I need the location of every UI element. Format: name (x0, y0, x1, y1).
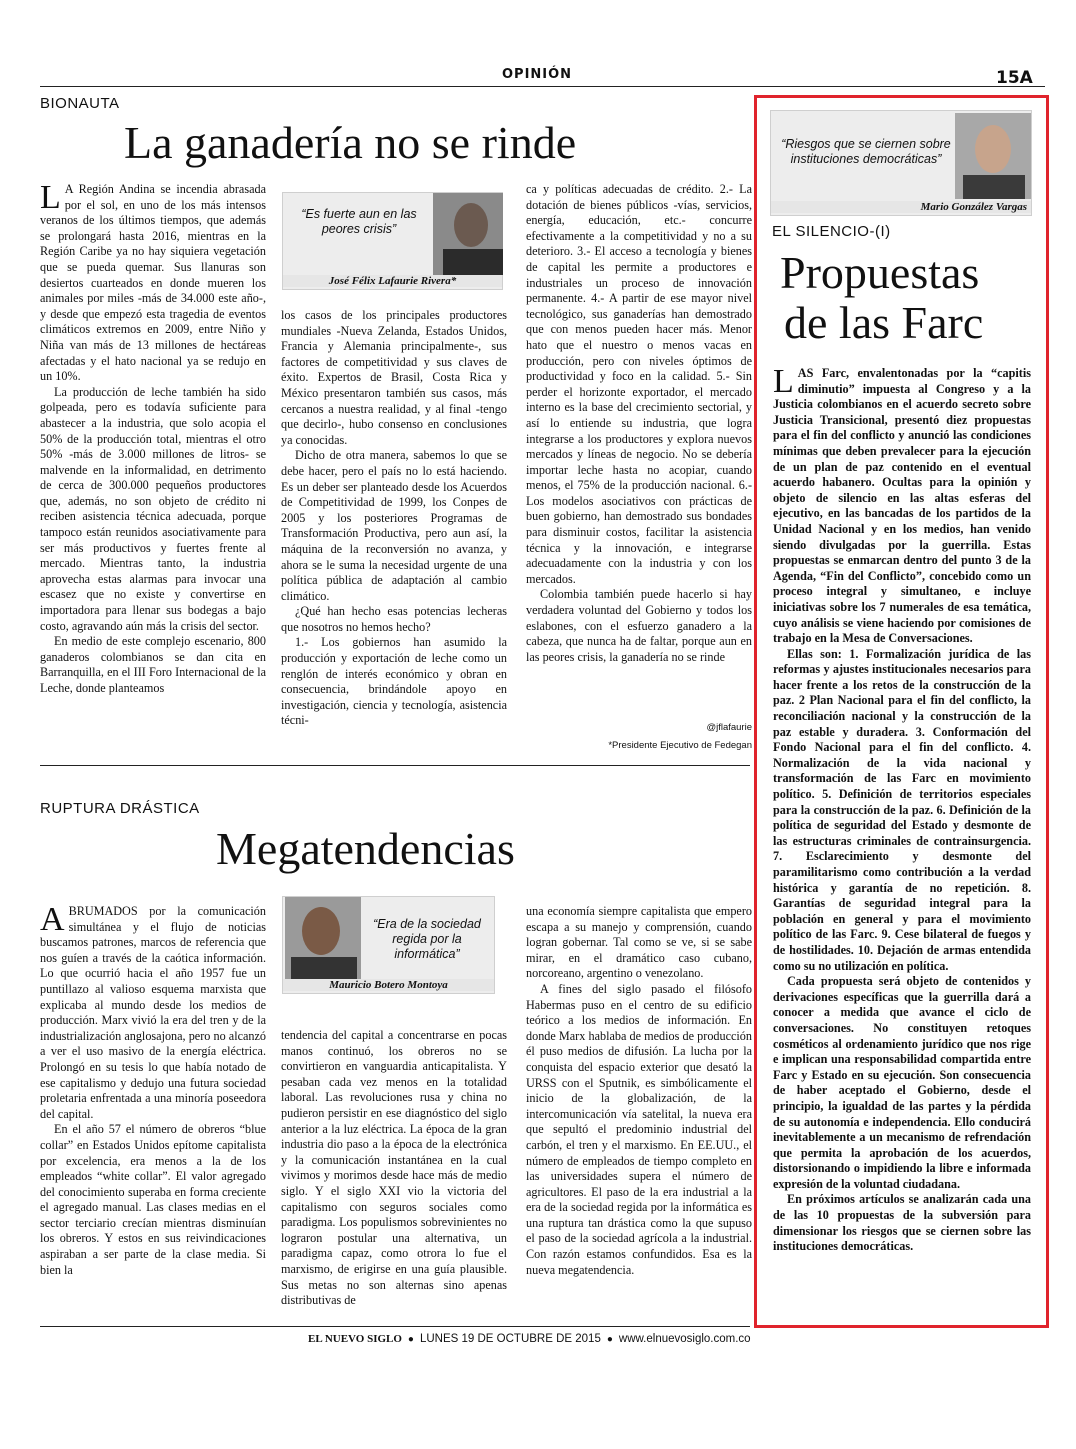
footer-paper-name: EL NUEVO SIGLO (308, 1333, 402, 1345)
article2-author: Mauricio Botero Montoya (283, 979, 494, 991)
article2-column-2 (281, 1028, 507, 1314)
article1-column-2 (281, 308, 507, 753)
article2-quote-box (282, 896, 495, 994)
article1-author: José Félix Lafaurie Rivera* (283, 275, 502, 287)
paragraph: Ellas son: 1. Formalización jurídica de las reformas y ajustes institucionales necesarios para hacer frente a los retos de la construcción de la paz. 2 Plan Nacional para el fin del conflicto, la reconciliación nacional y la construcción de la paz estable y duradera. 3. Conformación del Fondo Nacional para el fin del conflicto. 4. Normalización de la vida nacional y transformación de las Farc en movimiento político. 5. Definición de territorios especiales para la construcción de la paz. 6. Definición de la política de seguridad del Estado y desmonte de las estructuras criminales de contrainsurgencia. 7. Esclarecimiento y desmonte del paramilitarismo como contribución a la verdad histórica y garantía de no repetición. 8. Garantías de seguridad integral para la población en general y para el movimiento político de las Farc. 9. Cese bilateral de fuegos y de hostilidades. 10. Dejación de armas entendida como su no utilización en política. (773, 646, 1031, 973)
footer (308, 1333, 751, 1345)
article2-dropcap: A (40, 904, 65, 938)
bullet-icon: ● (407, 1333, 414, 1345)
paragraph: ca y políticas adecuadas de crédito. 2.- La dotación de bienes públicos -vías, servicios, energía, educación, etc.- concurre efectivamente a la competitividad y no a su deterioro. 3.- El acceso a tecnología y bienes de capital les permite a productores e industriales un proceso de innovación permanente. 4.- A partir de ese mayor nivel tecnológico, sus ganaderías han demostrado que con menos pueden hacer más. Menor hato que el nuestro o menos vacas en producción, pero con niveles óptimos de productividad y foco en la calidad. 5.- Sin perder el horizonte exportador, el mercado interno es la base del crecimiento sectorial, y así lo entiende su industria, que logra integrarse a los productores y explora nuevos mercados y líneas de negocio. No se debería importar leche hasta no acopiar, cuando menos, el 75% de la producción nacional. 6.- Los modelos asociativos con prácticas de buen gobierno, han demostrado sus bondades para disminuir costos, facilitar la asistencia técnica y la innovación, e integrarse adecuadamente con la industria y con los mercados. (526, 182, 752, 586)
page-number: 15A (996, 68, 1033, 88)
article3-quote: “Riesgos que se ciernen sobre instituciones democráticas” (781, 137, 951, 166)
paragraph: En medio de este complejo escenario, 800 ganaderos colombianos se dan cita en Barranquilla, en el III Foro Internacional de la Leche, donde planteamos (40, 634, 266, 695)
article2-quote: “Era de la sociedad regida por la informática” (373, 917, 481, 961)
article1-kicker: BIONAUTA (40, 95, 120, 112)
paragraph: La producción de leche también ha sido golpeada, pero es todavía suficiente para abastecer a la industria, que solo acopia el 50% de la producción total, mientras el otro 50% -más de 3.000 millones de litros- se malvende en la informalidad, en detrimento de cerca de 300.000 pequeños productores que, además, no son objeto de crédito ni reciben asistencia técnica adecuada, porque tampoco están reunidos asociativamente para ser más productivos y fuertes frente al mercado. Mientras tanto, la industria aprovecha estas alarmas para invocar una escasez que no existe y convertirse en importadora para llenar sus bodegas a bajo costo, agravando aún más la crisis del sector. (40, 384, 266, 633)
paragraph: 1.- Los gobiernos han asumido la producción y exportación de leche como un renglón de interés económico y obran en consecuencia, brindándole apoyo en investigación, ciencia y tecnología, asistencia técni- (281, 635, 507, 728)
article3-kicker: EL SILENCIO-(I) (772, 223, 891, 240)
paragraph: En el año 57 el número de obreros “blue collar” en Estados Unidos epítome capitalista por excelencia, era menos a la de los empleados “white collar”. El valor agregado del conocimiento superaba en forma creciente el agregado manual. Las clases medias en el sector terciario crecían mientras disminuían los obreros. Y estos en sus reivindicaciones aspiraban a ser parte de la clase media. Si bien la (40, 1122, 266, 1277)
paragraph: En próximos artículos se analizarán cada una de las 10 propuestas de la subversión para dimensionar los riesgos que se ciernen sobre las instituciones democráticas. (773, 1192, 1031, 1254)
article3-author-photo (955, 113, 1031, 199)
article2-column-1 (40, 904, 266, 1314)
article1-dropcap: L (40, 182, 61, 216)
paragraph: A fines del siglo pasado el filósofo Habermas puso en el centro de su edificio teórico a los medios de información. En donde Marx hablaba de medios de producción él puso medios de difusión. La lucha por la conquista del espacio exterior que desató la URSS con el Sputnik, es simbólicamente el inicio de la globalización, de la intercomunicación vía satelital, la nueva era que sepultó el predominio industrial del carbón, el tren y el marxismo. En EE.UU., el número de empleados de tiempo completo en las universidades supera el número de agricultores. El paso de la era industrial a la era de la sociedad regida por la informática es una ruptura tan drástica como la que supuso el paso de la sociedad agrícola a la industrial. Con razón estamos confundidos. Esa es la nueva megatendencia. (526, 981, 752, 1277)
paragraph: ¿Qué han hecho esas potencias lecheras que nosotros no hemos hecho? (281, 604, 507, 634)
footer-rule (40, 1326, 750, 1327)
article-divider (40, 765, 750, 766)
article1-column-3 (526, 182, 752, 718)
article3-author: Mario González Vargas (771, 201, 1031, 213)
article1-author-photo (433, 193, 503, 275)
article3-column (773, 366, 1031, 1316)
paragraph: tendencia del capital a concentrarse en pocas manos continuó, los obreros no se convirtieron en vanguardia anticapitalista. Y pesaban cada vez menos en la totalidad laboral. Las revoluciones rusa y china no pudieron persistir en ese diagnóstico del siglo anterior a la luz eléctrica. La época de la gran industria dio paso a la época de la electrónica y la comunicación instantánea en la cual vivimos y morimos desde hace más de medio siglo. Y el siglo XXI vio la victoria del capitalismo con seguros sociales como paradigma. Los populismos sobrevinientes no lograron postular una alternativa, un paradigma capaz, como otrora lo fue el marxismo, de erigirse en una guía plausible. Sus metas no son alternas sino apenas distributivas de (281, 1028, 507, 1308)
article3-headline-line-2: de las Farc (784, 297, 984, 348)
article1-quote-box (282, 192, 503, 290)
header-rule (40, 86, 1045, 87)
article2-kicker: RUPTURA DRÁSTICA (40, 800, 200, 817)
paragraph: A Región Andina se incendia abrasada por el sol, en uno de los más intensos veranos de los últimos tiempos, que además se prolongará hasta 2016, mientras en la Región Caribe ya no hay siquiera vegetación que se pueda quemar. Sus llanuras son desiertos cuarteados en donde mueren los animales por miles -más de 34.000 este año-, y desde que empezó esta tragedia de eventos climáticos extremos en 2009, entre Niño y Niña van más de 13 millones de hectáreas afectadas y el hato nacional ya se redujo en un 10%. (40, 182, 266, 384)
paragraph: Colombia también puede hacerlo si hay verdadera voluntad del Gobierno y todos los eslabones, con el esfuerzo ganadero a la cabeza, que nunca ha de faltar, porque aun en las peores crisis, la ganadería no se rinde (526, 587, 752, 664)
bullet-icon: ● (606, 1333, 613, 1345)
paragraph: los casos de los principales productores mundiales -Nueva Zelanda, Estados Unidos, Francia y Alemania principalmente-, sus factores de competitividad y sus claves de éxito. Expertos de Brasil, Costa Rica y México presentaron también sus casos, más cercanos a nuestra realidad, y al final -tengo que decirlo-, hubo consenso en conclusiones ya conocidas. (281, 308, 507, 447)
author-footnote: *Presidente Ejecutivo de Fedegan (608, 740, 752, 751)
paragraph: AS Farc, envalentonadas por la “capitis diminutio” impuesta al Congreso y a la Justicia colombianos en el acuerdo secreto sobre Justicia Transicional, presentó diez propuestas para el fin del conflicto y anunció las condiciones mínimas que deben prevalecer para la ejecución de un plan de paz contenido en el eventual acuerdo habanero. Ocultas para la opinión y objeto de silencio en las altas esferas del ejecutivo, en las bancadas de los partidos de la Unidad Nacional y en los medios, han venido siendo divulgadas por la guerrilla. Estas propuestas se enmarcan dentro del punto 3 de la Agenda, “Fin del Conflicto”, concebido como un proceso integral y simultaneo, e incluye iniciativas sobre los 7 numerales de esa temática, cuyo análisis se viene haciendo por comisiones de trabajo en la Mesa de Conversaciones. (773, 366, 1031, 646)
paragraph: Cada propuesta será objeto de contenidos y derivaciones específicas que la guerrilla dará a conocer a medida que avance el ciclo de conversaciones. No constituyen retoques cosméticos al ordenamiento jurídico que nos rige e implican una responsabilidad compartida entre Farc y Estado en su ejecución. Son consecuencia de haber aceptado el Gobierno, desde el principio, la igualdad de las partes y la pérdida de su autonomía e independencia. Ello conducirá inevitablemente a un mecanismo de refrendación que permita la aprobación de los acuerdos, distorsionando o impidiendo la libre e informada expresión de la voluntad ciudadana. (773, 974, 1031, 1191)
footer-date: LUNES 19 DE OCTUBRE DE 2015 (419, 1333, 601, 1345)
article2-column-3 (526, 904, 752, 1314)
section-title: OPINIÓN (502, 67, 573, 82)
paragraph: Dicho de otra manera, sabemos lo que se debe hacer, pero el país no lo está haciendo. Es un deber ser planteado desde los Acuerdos de Competitividad de 1999, los Conpes de 2005 y los posteriores Programas de Transformación Productiva, pero aun así, la máquina de la reconversión no avanza, y ahora se le suma la necesidad urgente de una política pública de adaptación al cambio climático. (281, 448, 507, 603)
footer-url: www.elnuevosiglo.com.co (618, 1333, 751, 1345)
article1-column-1 (40, 182, 266, 752)
article1-quote: “Es fuerte aun en las peores crisis” (301, 207, 417, 236)
article1-headline: La ganadería no se rinde (124, 117, 577, 168)
article3-dropcap: L (773, 366, 794, 400)
paragraph: una economía siempre capitalista que empero escapa a su manejo y comprensión, cuando logran gobernar. Tal como se ve, si se sabe mirar, en el dramático caso cubano, norcoreano, argentino o venezolano. (526, 904, 752, 981)
article2-headline: Megatendencias (216, 823, 515, 874)
paragraph: BRUMADOS por la comunicación simultánea y el flujo de noticias buscamos patrones, marcos de referencia que nos guíen a través de la caótica información. Lo que ocurrió hacia el año 1957 fue un puntillazo al valioso esquema marxista que explicaba al mundo desde los medios de producción. Marx vivió la era del tren y de la industrialización anglosajona, pero no alcanzó a ver el uso masivo de la energía eléctrica. Prolongó en su tesis lo que había notado de ese capitalismo y dedujo una futura sociedad proletaria enfrentada a una minoría poseedora del capital. (40, 904, 266, 1121)
article3-headline-line-1: Propuestas (780, 247, 980, 298)
article2-author-photo (285, 897, 361, 981)
article3-quote-box (770, 110, 1032, 216)
twitter-handle: @jflafaurie (706, 722, 752, 733)
